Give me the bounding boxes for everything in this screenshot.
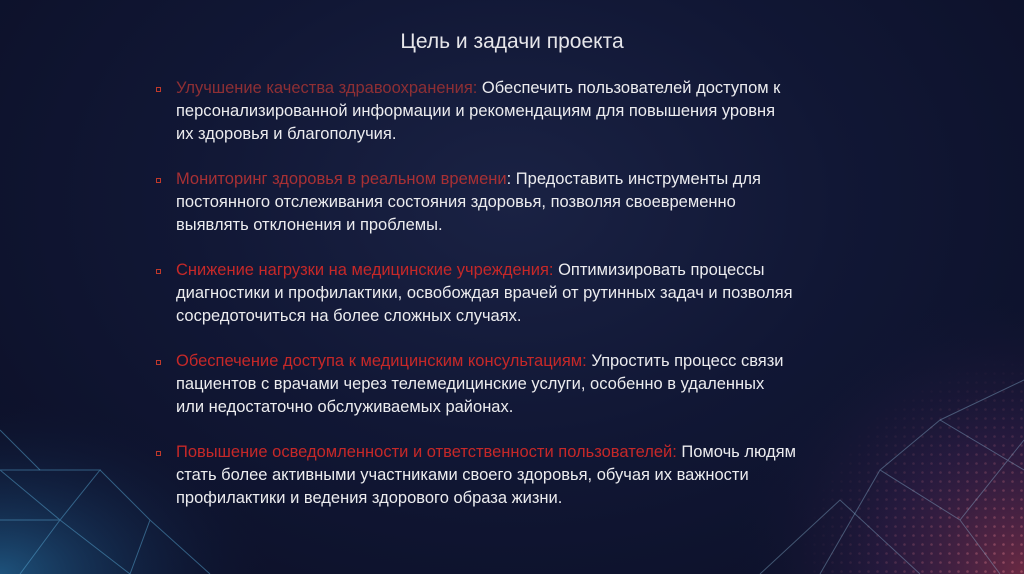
goals-list [156,77,796,510]
bullet-marker-icon [156,451,161,456]
goal-heading: Мониторинг здоровья в реальном времени [176,170,507,188]
bullet-marker-icon [156,360,161,365]
bullet-marker-icon [156,269,161,274]
goal-text: Оптимизировать процессы диагностики и профилактики, освобождая врачей от рутинных задач и позволяя сосредоточиться на более сложных случаях. [176,261,793,325]
goal-heading: Улучшение качества здравоохранения: [176,79,478,97]
goal-item-monitoring [156,168,796,237]
goal-item-quality [156,77,796,146]
goal-item-awareness [156,441,796,510]
goal-item-consultations [156,350,796,419]
goal-text: : Предоставить инструменты для постоянного отслеживания состояния здоровья, позволяя своевременно выявлять отклонения и проблемы. [176,170,761,234]
slide-title: Цель и задачи проекта [400,30,624,53]
goal-heading: Обеспечение доступа к медицинским консультациям: [176,352,587,370]
goal-heading: Повышение осведомленности и ответственности пользователей: [176,443,677,461]
goal-text: Помочь людям стать более активными участниками своего здоровья, обучая их важности профилактики и ведения здорового образа жизни. [176,443,796,507]
goal-heading: Снижение нагрузки на медицинские учреждения: [176,261,554,279]
bullet-marker-icon [156,178,161,183]
goal-text: Упростить процесс связи пациентов с врачами через телемедицинские услуги, особенно в удаленных или недостаточно обслуживаемых районах. [176,352,784,416]
goal-text: Обеспечить пользователей доступом к персонализированной информации и рекомендациям для повышения уровня их здоровья и благополучия. [176,79,781,143]
bullet-marker-icon [156,87,161,92]
goal-item-load-reduction [156,259,796,328]
